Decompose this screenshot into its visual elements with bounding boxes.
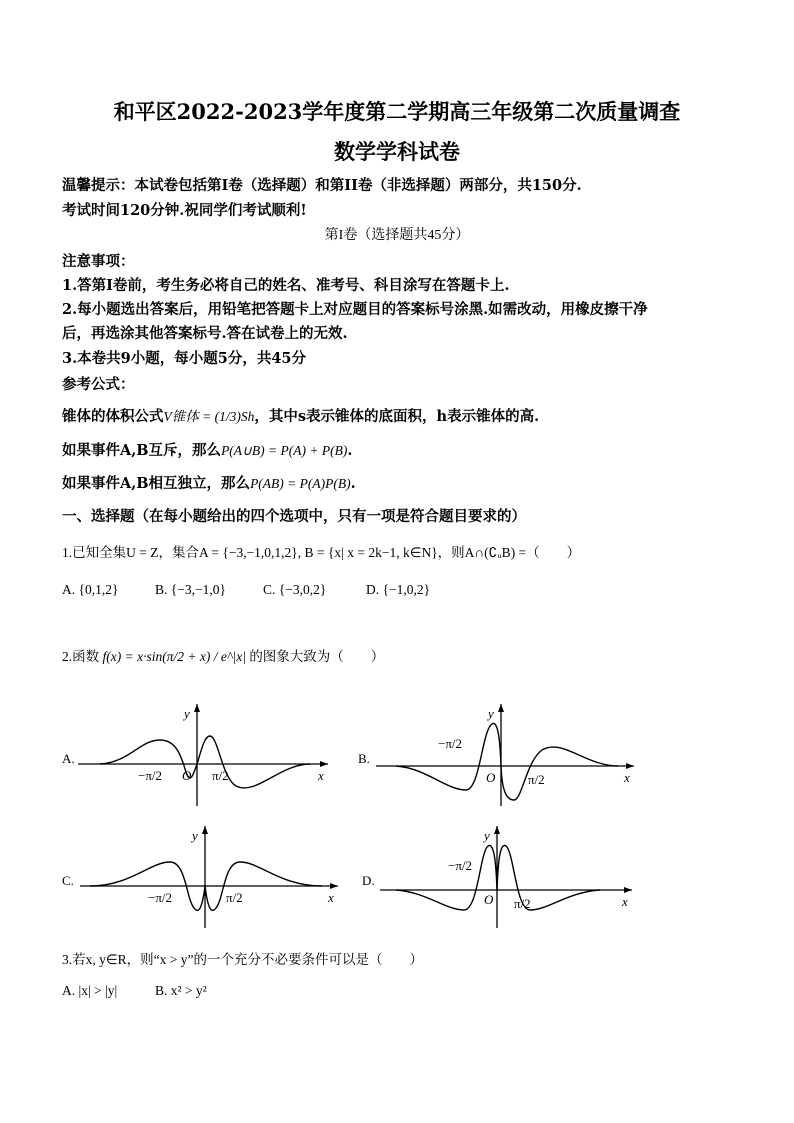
graph-a-label: A. — [62, 751, 75, 766]
tip-line-1: 温馨提示：本试卷包括第I卷（选择题）和第II卷（非选择题）两部分，共150分. — [62, 177, 582, 194]
graph-b-origin: O — [486, 770, 496, 785]
formulas-heading: 参考公式： — [62, 376, 135, 393]
cone-formula: V锥体 = (1/3)Sh — [163, 409, 255, 424]
graph-b-curve — [396, 723, 618, 800]
graph-d-origin: O — [484, 892, 494, 907]
q1-option-b: B. {−3,−1,0} — [155, 582, 226, 597]
graph-b-x-label: x — [624, 770, 630, 785]
graph-d-tick-pos: π/2 — [514, 896, 531, 911]
q3-stem: 3.若x, y∈R，则“x > y”的一个充分不必要条件可以是（ ） — [62, 952, 423, 967]
cone-prefix: 锥体的体积公式 — [62, 408, 164, 425]
graph-b-tick-neg: −π/2 — [438, 736, 463, 751]
graph-a-tick-neg: −π/2 — [138, 768, 163, 783]
note-item-2a: 2.每小题选出答案后，用铅笔把答题卡上对应题目的答案标号涂黑.如需改动，用橡皮擦干净 — [62, 301, 648, 318]
graph-b-y-label: y — [488, 706, 494, 721]
q2-suffix: 的图象大致为（ ） — [249, 649, 385, 664]
q3-option-a: A. |x| > |y| — [62, 983, 118, 998]
exclusive-prefix: 如果事件A,B互斥，那么 — [62, 442, 222, 459]
exclusive-line: 如果事件A,B互斥，那么P(A∪B) = P(A) + P(B). — [62, 442, 353, 459]
tip-line-2: 考试时间120分钟.祝同学们考试顺利! — [62, 202, 307, 219]
graph-b-tick-pos: π/2 — [528, 772, 545, 787]
q3-option-b: B. x² > y² — [155, 983, 207, 998]
graph-c-tick-pos: π/2 — [226, 890, 243, 905]
graph-a-curve — [100, 736, 310, 788]
independent-prefix: 如果事件A,B相互独立，那么 — [62, 475, 251, 492]
note-item-1: 1.答第I卷前，考生务必将自己的姓名、准考号、科目涂写在答题卡上. — [62, 277, 510, 294]
q1-option-d: D. {−1,0,2} — [366, 582, 431, 597]
graph-b — [356, 700, 646, 810]
exclusive-formula: P(A∪B) = P(A) + P(B) — [221, 443, 348, 458]
note-item-3: 3.本卷共9小题，每小题5分，共45分 — [62, 350, 306, 367]
graph-c-tick-neg: −π/2 — [148, 890, 173, 905]
graph-d-tick-neg: −π/2 — [448, 858, 473, 873]
cone-formula-line — [62, 405, 539, 426]
independent-formula: P(AB) = P(A)P(B) — [250, 476, 351, 491]
page-subtitle: 数学学科试卷 — [334, 139, 460, 164]
graph-d-label: D. — [362, 873, 375, 888]
q1-option-a: A. {0,1,2} — [62, 582, 119, 597]
note-item-2b: 后，再选涂其他答案标号.答在试卷上的无效. — [62, 325, 348, 342]
graph-c-x-label: x — [328, 890, 334, 905]
graph-d-y-label: y — [484, 828, 490, 843]
page-title: 和平区2022-2023学年度第二学期高三年级第二次质量调查 — [113, 99, 681, 124]
section-heading: 第I卷（选择题共45分） — [324, 228, 470, 243]
graph-d-curve — [396, 845, 600, 910]
notes-heading: 注意事项： — [62, 253, 135, 270]
q1-option-c: C. {−3,0,2} — [263, 582, 327, 597]
graph-b-label: B. — [358, 751, 370, 766]
graph-d — [360, 822, 644, 932]
graph-c-label: C. — [62, 873, 74, 888]
q2-prefix: 2.函数 — [62, 649, 100, 664]
graph-d-x-label: x — [622, 894, 628, 909]
graph-a-x-label: x — [318, 768, 324, 783]
graph-a-tick-pos: π/2 — [212, 768, 229, 783]
q2-stem — [62, 645, 384, 665]
independent-line: 如果事件A,B相互独立，那么P(AB) = P(A)P(B). — [62, 475, 356, 492]
part1-heading: 一、选择题（在每小题给出的四个选项中，只有一项是符合题目要求的） — [62, 508, 526, 525]
graph-c — [60, 822, 350, 932]
graph-a-y-label: y — [184, 706, 190, 721]
graph-a-origin: O — [182, 768, 192, 783]
graph-a — [60, 700, 340, 810]
cone-suffix: ，其中s表示锥体的底面积，h表示锥体的高. — [254, 408, 540, 425]
graph-c-y-label: y — [192, 828, 198, 843]
q2-function: f(x) = x·sin(π/2 + x) / e^|x| — [102, 649, 246, 664]
q1-stem: 1.已知全集U = Z，集合A = {−3,−1,0,1,2}, B = {x| x = 2k−1, k∈N}，则A∩(∁ᵤB) =（ ） — [62, 545, 581, 560]
